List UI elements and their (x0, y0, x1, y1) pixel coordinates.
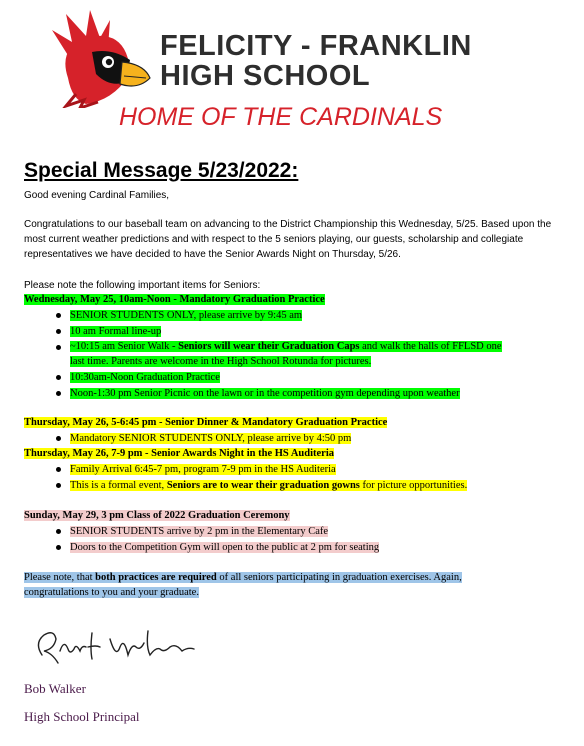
list-item: 10 am Formal line-up (70, 326, 162, 337)
signer-name: Bob Walker (24, 681, 86, 696)
bullet-dot (56, 345, 61, 350)
list-item-senior-walk-cont: last time. Parents are welcome in the High School Rotunda for pictures. (70, 356, 372, 367)
list-item: Family Arrival 6:45-7 pm, program 7-9 pm in the HS Auditeria (70, 464, 336, 475)
bullet-dot (56, 467, 61, 472)
bullet-dot (56, 329, 61, 334)
bullet-dot (56, 483, 61, 488)
bullet-dot (56, 391, 61, 396)
school-name-line2: HIGH SCHOOL (160, 60, 371, 92)
closing-paragraph: Please note, that both practices are required of all seniors participating in graduation exercises. Again, (24, 572, 462, 583)
list-item: Mandatory SENIOR STUDENTS ONLY, please arrive by 4:50 pm (70, 433, 352, 444)
signer-role: High School Principal (24, 709, 140, 724)
greeting: Good evening Cardinal Families, (24, 190, 170, 201)
tagline: HOME OF THE CARDINALS (119, 103, 443, 131)
signature-image (30, 625, 200, 669)
sunday-heading: Sunday, May 29, 3 pm Class of 2022 Graduation Ceremony (24, 510, 290, 521)
page-title: Special Message 5/23/2022: (24, 159, 299, 182)
list-item: 10:30am-Noon Graduation Practice (70, 372, 220, 383)
school-name-line1: FELICITY - FRANKLIN (160, 30, 472, 62)
list-item-senior-walk: ~10:15 am Senior Walk - Seniors will wear their Graduation Caps and walk the halls of FFLSD one (70, 341, 502, 352)
wednesday-heading: Wednesday, May 25, 10am-Noon - Mandatory Graduation Practice (24, 294, 325, 305)
list-item: Noon-1:30 pm Senior Picnic on the lawn or in the competition gym depending upon weather (70, 388, 460, 399)
list-item-formal-event: This is a formal event, Seniors are to wear their graduation gowns for picture opportunities. (70, 480, 468, 491)
cardinal-logo-icon (46, 8, 156, 108)
bullet-dot (56, 545, 61, 550)
bullet-dot (56, 375, 61, 380)
bullet-dot (56, 313, 61, 318)
thursday-dinner-heading: Thursday, May 26, 5-6:45 pm - Senior Dinner & Mandatory Graduation Practice (24, 417, 388, 428)
closing-paragraph-cont: congratulations to you and your graduate. (24, 587, 199, 598)
thursday-awards-heading: Thursday, May 26, 7-9 pm - Senior Awards Night in the HS Auditeria (24, 448, 334, 459)
intro-paragraph: Congratulations to our baseball team on advancing to the District Championship this Wednesday, 5/25. Based upon the most current weather predictions and with respect to the 5 seniors playing, our guests, scholarship and collegiate representatives we have decided to have the Senior Awards Night on Thursday, 5/26. (24, 219, 552, 260)
list-item: SENIOR STUDENTS arrive by 2 pm in the Elementary Cafe (70, 526, 329, 537)
bullet-dot (56, 529, 61, 534)
list-item: Doors to the Competition Gym will open to the public at 2 pm for seating (70, 542, 380, 553)
bullet-dot (56, 436, 61, 441)
notes-intro: Please note the following important items for Seniors: (24, 280, 261, 291)
list-item: SENIOR STUDENTS ONLY, please arrive by 9:45 am (70, 310, 303, 321)
